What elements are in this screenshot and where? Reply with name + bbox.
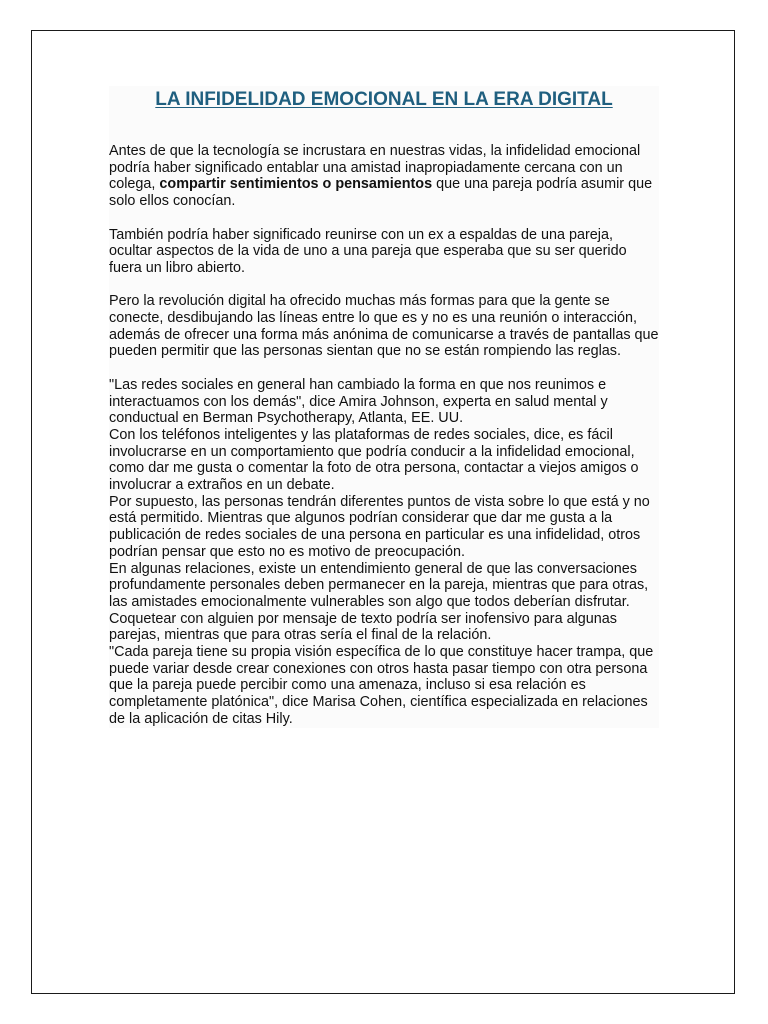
paragraph-5: Con los teléfonos inteligentes y las plataformas de redes sociales, dice, es fácil involucrarse en un comportamiento que podría conducir a la infidelidad emocional, como dar me gusta o comentar la foto de otra persona, contactar a viejos amigos o involucrar a extraños en un debate. — [109, 426, 639, 494]
paragraph-9: "Cada pareja tiene su propia visión específica de lo que constituye hacer trampa, que puede variar desde crear conexiones con otros hasta pasar tiempo con otra persona que la pareja puede percibir como una amenaza, incluso si esa relación es completamente platónica", dice Marisa Cohen, científica especializada en relaciones de la aplicación de citas Hily. — [109, 644, 654, 727]
paragraph-4: "Las redes sociales en general han cambiado la forma en que nos reunimos e interactuamos con los demás", dice Amira Johnson, experta en salud mental y conductual en Berman Psychotherapy, Atlanta, EE. UU. — [109, 376, 608, 427]
paragraph-1-bold-phrase: compartir sentimientos o pensamientos — [159, 176, 433, 193]
document-body — [109, 86, 659, 728]
paragraph-3: Pero la revolución digital ha ofrecido muchas más formas para que la gente se conecte, desdibujando las líneas entre lo que es y no es una reunión o interacción, además de ofrecer una forma más anónima de comunicarse a través de pantallas que pueden permitir que las personas sientan que no se están rompiendo las reglas. — [109, 293, 659, 360]
document-title: LA INFIDELIDAD EMOCIONAL EN LA ERA DIGITAL — [155, 89, 613, 110]
paragraph-7: En algunas relaciones, existe un entendimiento general de que las conversaciones profundamente personales deben permanecer en la pareja, mientras que para otras, las amistades emocionalmente vulnerables son algo que todos deberían disfrutar. — [109, 560, 649, 610]
paragraph-list — [109, 143, 659, 728]
paragraph-1-text-end: que una pareja podría asumir que solo ellos conocían. — [109, 176, 653, 210]
paragraph-2: También podría haber significado reunirse con un ex a espaldas de una pareja, ocultar aspectos de la vida de uno a una pareja que esperaba que su ser querido fuera un libro abierto. — [109, 226, 627, 276]
paragraph-8: Coquetear con alguien por mensaje de texto podría ser inofensivo para algunas parejas, mientras que para otras sería el final de la relación. — [109, 610, 618, 644]
paragraph-6: Por supuesto, las personas tendrán diferentes puntos de vista sobre lo que está y no está permitido. Mientras que algunos podrían considerar que dar me gusta a la publicación de redes sociales de una persona en particular es una infidelidad, otros podrían pensar que esto no es motivo de preocupación. — [109, 493, 650, 560]
paragraph-1-text: Antes de que la tecnología se incrustara en nuestras vidas, la infidelidad emocional podría haber significado entablar una amistad inapropiadamente cercana con un colega, — [109, 143, 641, 193]
paragraph-spacer — [109, 210, 659, 227]
paragraph-spacer — [109, 277, 659, 294]
paragraph-1 — [109, 143, 659, 210]
paragraph-spacer — [109, 360, 659, 377]
